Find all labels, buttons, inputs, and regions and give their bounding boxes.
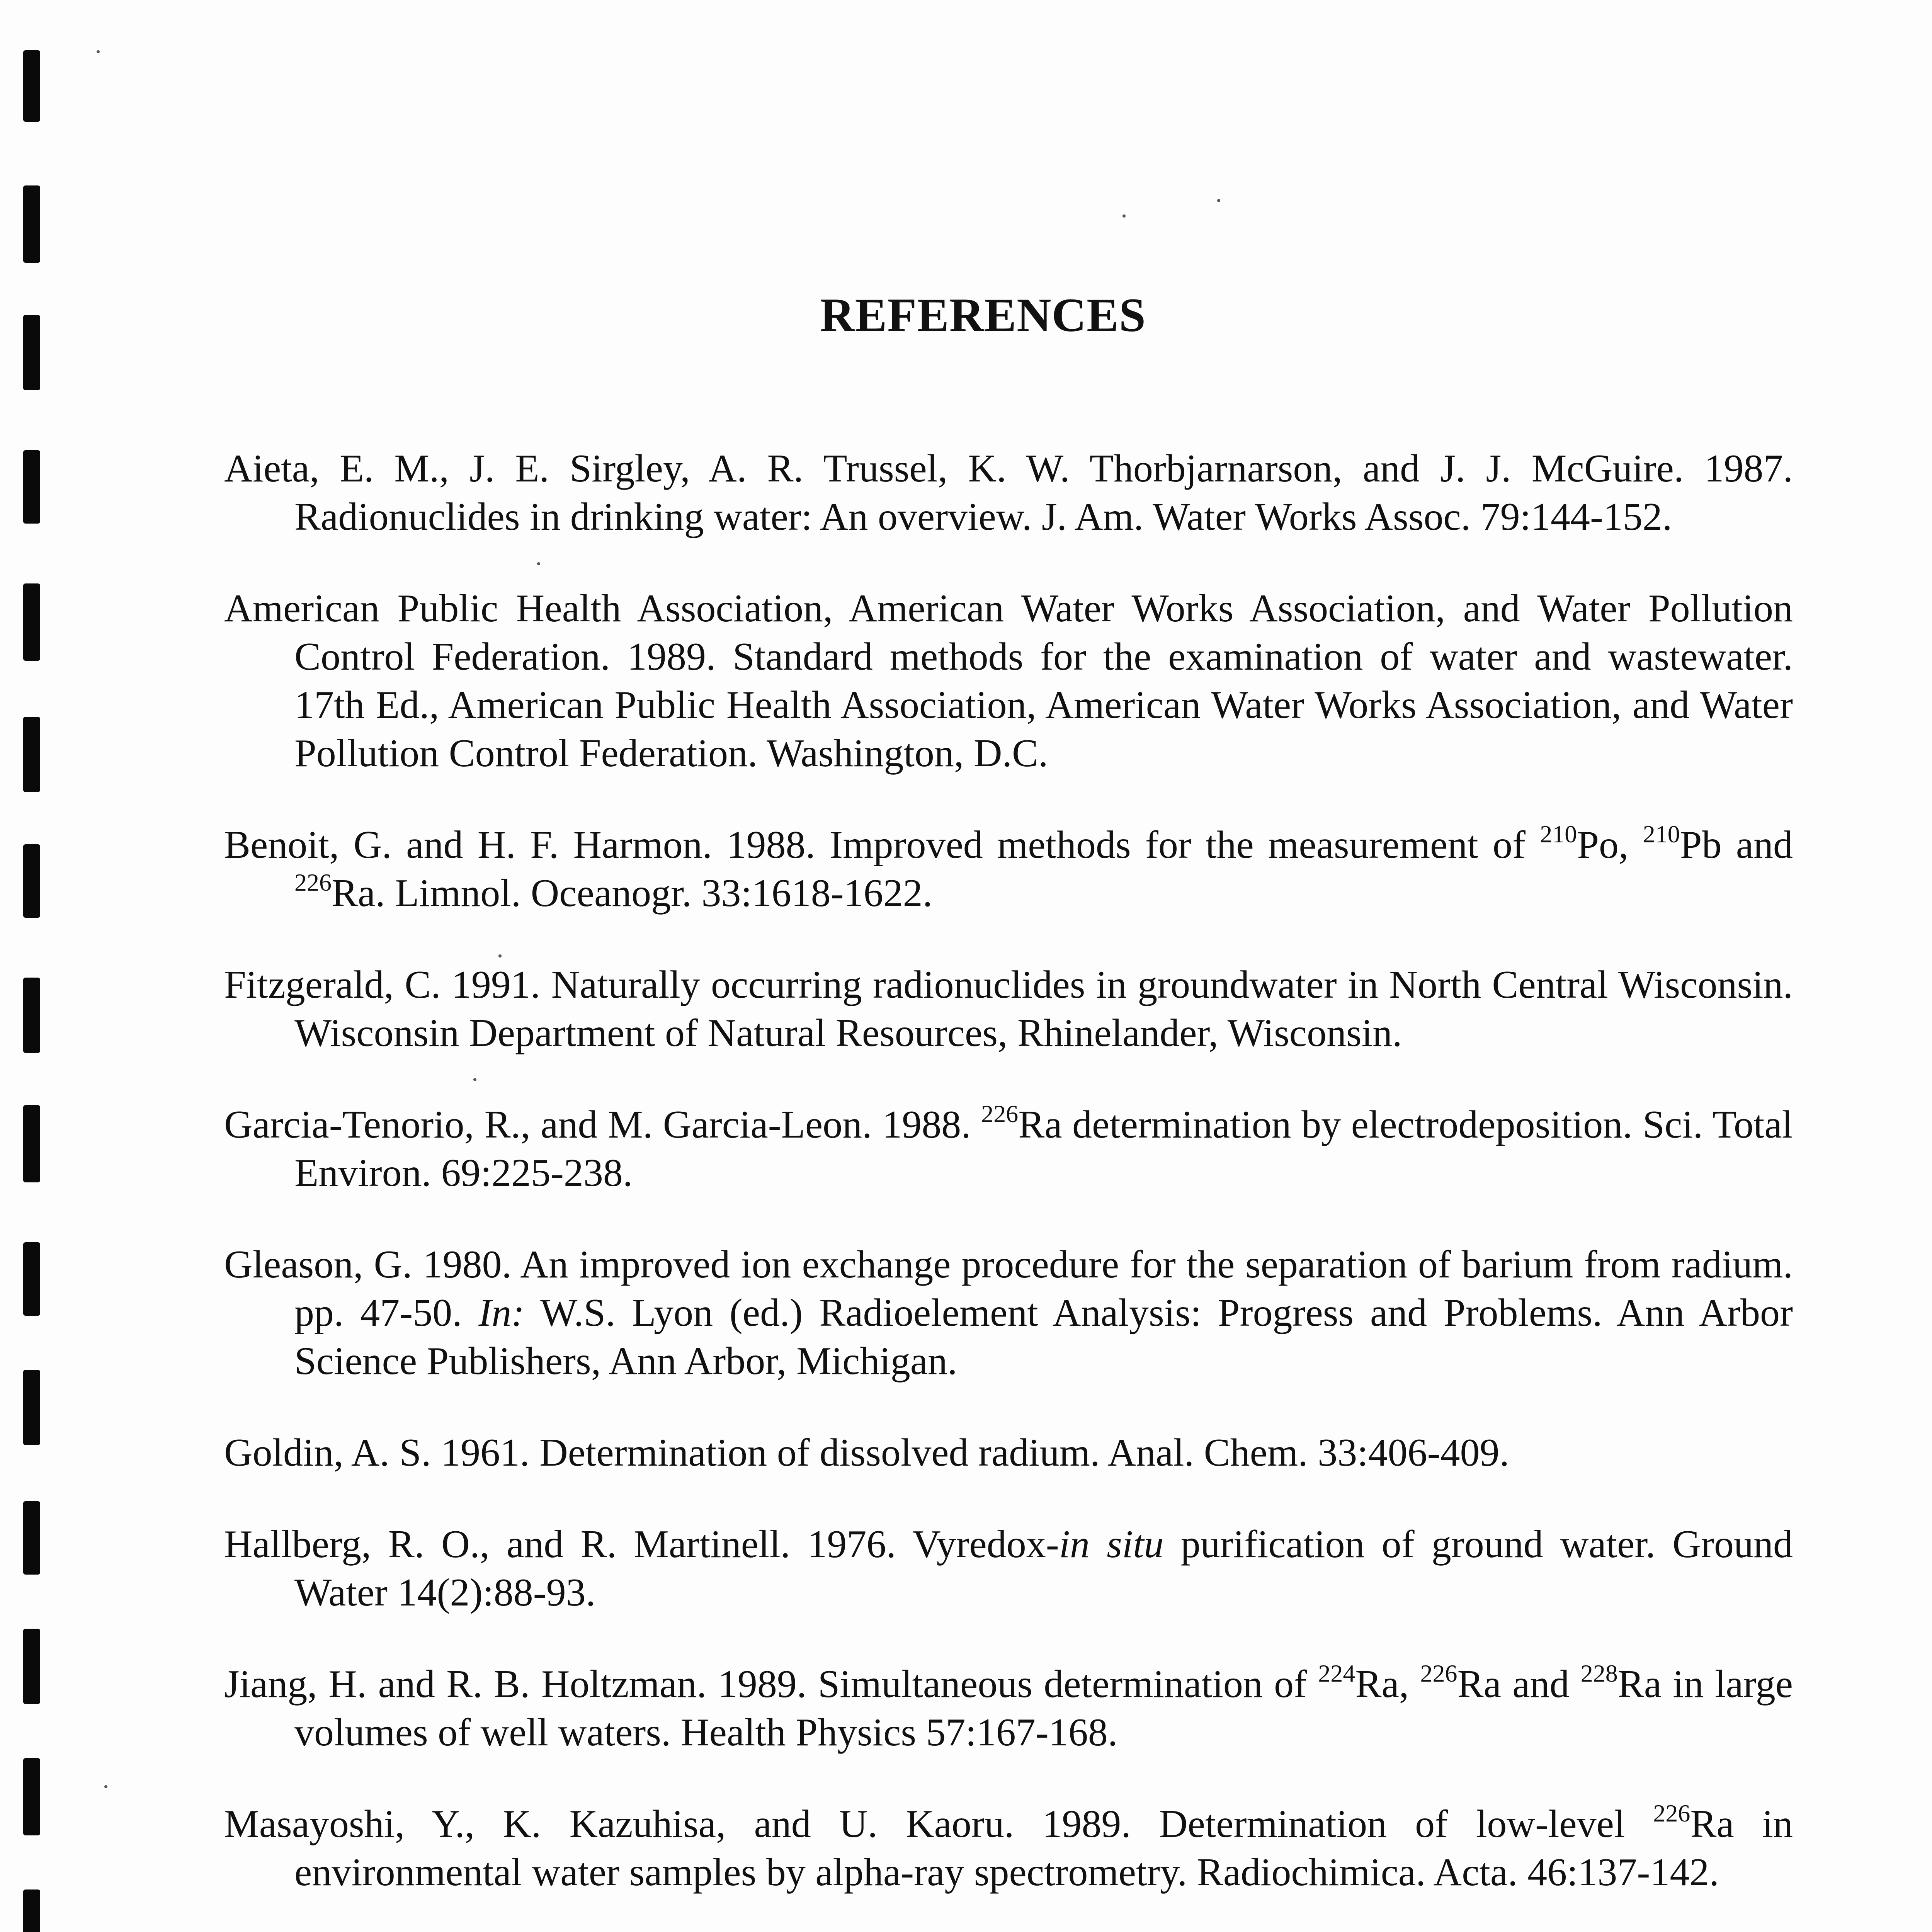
binder-punch-mark	[23, 1242, 40, 1316]
binder-punch-mark	[23, 1629, 40, 1704]
isotope-mass-superscript: 224	[1318, 1660, 1355, 1687]
reference-entry	[224, 1800, 1793, 1896]
isotope-mass-superscript: 210	[1540, 820, 1577, 848]
reference-text: Jiang, H. and R. B. Holtzman. 1989. Simultaneous determination of	[224, 1662, 1318, 1706]
reference-text: Ra,	[1355, 1662, 1420, 1706]
binder-punch-mark	[23, 583, 40, 661]
reference-text: Benoit, G. and H. F. Harmon. 1988. Improved methods for the measurement of	[224, 823, 1540, 867]
reference-text: Aieta, E. M., J. E. Sirgley, A. R. Trussel, K. W. Thorbjarnarson, and J. J. McGuire. 1987. Radionuclides in drinking water: An overview. J. Am. Water Works Assoc. 79:144-152.	[224, 447, 1793, 539]
reference-text: American Public Health Association, American Water Works Association, and Water Pollution Control Federation. 1989. Standard methods for the examination of water and wastewater. 17th Ed., American Public Health Association, American Water Works Association, and Water Pollution Control Federation. Washington, D.C.	[224, 587, 1793, 775]
isotope-mass-superscript: 228	[1580, 1660, 1618, 1687]
references-list	[224, 444, 1793, 1932]
reference-text: purification of ground water. Ground Water 14(2):88-93.	[294, 1522, 1793, 1614]
reference-entry	[224, 821, 1793, 917]
isotope-mass-superscript: 210	[1643, 820, 1680, 848]
reference-text: Goldin, A. S. 1961. Determination of dissolved radium. Anal. Chem. 33:406-409.	[224, 1431, 1510, 1475]
scan-speck	[1122, 214, 1126, 218]
binder-punch-mark	[23, 185, 40, 263]
reference-entry	[224, 1240, 1793, 1385]
reference-text: Ra. Limnol. Oceanogr. 33:1618-1622.	[332, 871, 933, 915]
reference-text: Po,	[1577, 823, 1643, 867]
isotope-mass-superscript: 226	[294, 869, 332, 896]
isotope-mass-superscript: 226	[981, 1100, 1019, 1128]
reference-text: W.S. Lyon (ed.) Radioelement Analysis: Progress and Problems. Ann Arbor Science Publishers, Ann Arbor, Michigan.	[294, 1291, 1793, 1383]
scan-speck	[1217, 199, 1220, 202]
binder-punch-mark	[23, 717, 40, 792]
binder-punch-mark	[23, 844, 40, 918]
reference-entry	[224, 961, 1793, 1057]
scan-speck	[104, 1785, 107, 1788]
binder-punch-mark	[23, 450, 40, 524]
italic-text: In:	[478, 1291, 525, 1335]
reference-entry	[224, 584, 1793, 777]
binder-punch-mark	[23, 1370, 40, 1445]
isotope-mass-superscript: 226	[1653, 1799, 1690, 1827]
reference-text: Masayoshi, Y., K. Kazuhisa, and U. Kaoru. 1989. Determination of low-level	[224, 1802, 1653, 1846]
reference-text: Pb and	[1680, 823, 1793, 867]
isotope-mass-superscript: 226	[1420, 1660, 1458, 1687]
reference-entry	[224, 444, 1793, 541]
reference-entry	[224, 1429, 1793, 1477]
reference-text: Ra in environmental water samples by alpha-ray spectrometry. Radiochimica. Acta. 46:137-142.	[294, 1802, 1793, 1894]
binder-punch-mark	[23, 1889, 40, 1932]
reference-entry	[224, 1520, 1793, 1617]
reference-entry	[224, 1660, 1793, 1757]
scan-speck	[97, 50, 100, 53]
reference-text: Garcia-Tenorio, R., and M. Garcia-Leon. 1988.	[224, 1103, 981, 1146]
binder-punch-mark	[23, 1105, 40, 1182]
reference-text: Ra and	[1457, 1662, 1581, 1706]
references-heading: REFERENCES	[820, 289, 1146, 342]
binder-punch-mark	[23, 50, 40, 122]
binder-punch-mark	[23, 978, 40, 1053]
reference-text: Gleason, G. 1980. An improved ion exchange procedure for the separation of barium from radium. pp. 47-50.	[224, 1243, 1793, 1335]
reference-text: Hallberg, R. O., and R. Martinell. 1976. Vyredox-	[224, 1522, 1059, 1566]
reference-text: Ra in large volumes of well waters. Health Physics 57:167-168.	[294, 1662, 1793, 1754]
reference-text: Ra determination by electrodeposition. Sci. Total Environ. 69:225-238.	[294, 1103, 1793, 1195]
binder-punch-mark	[23, 1501, 40, 1575]
italic-text: in situ	[1059, 1522, 1164, 1566]
reference-entry	[224, 1100, 1793, 1197]
reference-text: Fitzgerald, C. 1991. Naturally occurring radionuclides in groundwater in North Central Wisconsin. Wisconsin Department of Natural Resources, Rhinelander, Wisconsin.	[224, 963, 1793, 1055]
binder-punch-mark	[23, 1758, 40, 1835]
